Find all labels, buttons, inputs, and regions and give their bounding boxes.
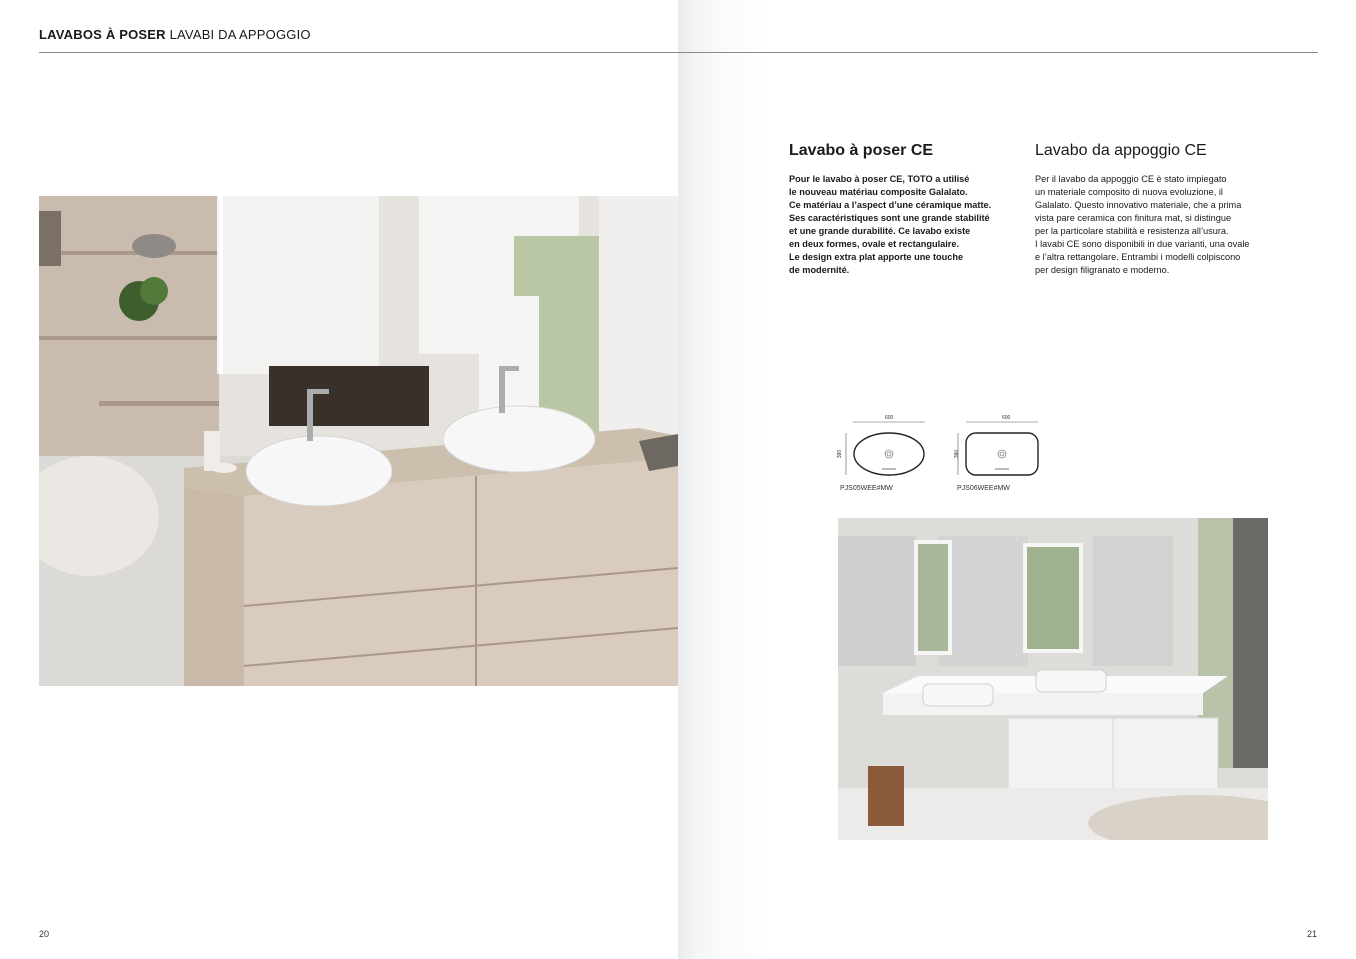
header-title-italian: LAVABI DA APPOGGIO bbox=[169, 27, 311, 42]
text-line: et une grande durabilité. Ce lavabo existe bbox=[789, 226, 971, 236]
text-line: de modernité. bbox=[789, 265, 850, 275]
product-code: PJS05WEE#MW bbox=[840, 485, 893, 492]
technical-drawing-oval bbox=[835, 413, 935, 498]
product-text-french bbox=[789, 173, 1029, 277]
description-french bbox=[789, 142, 1029, 277]
text-line: I lavabi CE sono disponibili in due varianti, una ovale bbox=[1035, 239, 1250, 249]
text-line: per design filigranato e moderno. bbox=[1035, 265, 1170, 275]
product-title-italian: Lavabo da appoggio CE bbox=[1035, 142, 1207, 159]
text-line: Ce matériau a l’aspect d’une céramique matte. bbox=[789, 200, 992, 210]
width-dimension: 600 bbox=[1002, 415, 1011, 421]
depth-dimension: 380 bbox=[954, 449, 961, 459]
product-title-french: Lavabo à poser CE bbox=[789, 142, 934, 159]
text-line: Per il lavabo da appoggio CE è stato impiegato bbox=[1035, 174, 1227, 184]
text-line: Le design extra plat apporte une touche bbox=[789, 252, 964, 262]
text-line: e l’altra rettangolare. Entrambi i modelli colpiscono bbox=[1035, 252, 1241, 262]
text-line: Galalato. Questo innovativo materiale, che a prima bbox=[1035, 200, 1242, 210]
text-line: en deux formes, ovale et rectangulaire. bbox=[789, 239, 960, 249]
depth-dimension: 380 bbox=[837, 449, 844, 459]
bathroom-photo-rectangular-basins bbox=[838, 518, 1268, 840]
product-text-italian bbox=[1035, 173, 1285, 277]
description-italian bbox=[1035, 142, 1285, 277]
text-line: vista pare ceramica con finitura mat, si distingue bbox=[1035, 213, 1232, 223]
text-line: Ses caractéristiques sont une grande stabilité bbox=[789, 213, 990, 223]
header-divider bbox=[39, 52, 1318, 53]
bathroom-photo-oval-basins bbox=[39, 196, 678, 686]
text-line: le nouveau matériau composite Galalato. bbox=[789, 187, 968, 197]
technical-drawing-rectangular bbox=[952, 413, 1052, 498]
width-dimension: 600 bbox=[885, 415, 894, 421]
text-line: Pour le lavabo à poser CE, TOTO a utilisé bbox=[789, 174, 970, 184]
page-number-left: 20 bbox=[39, 929, 50, 939]
page-number-right: 21 bbox=[1307, 929, 1318, 939]
header-title-french: LAVABOS À POSER bbox=[39, 27, 166, 42]
section-header bbox=[39, 27, 311, 42]
product-code: PJS06WEE#MW bbox=[957, 485, 1010, 492]
text-line: per la particolare stabilità e resistenza all’usura. bbox=[1035, 226, 1229, 236]
text-line: un materiale composito di nuova evoluzione, il bbox=[1035, 187, 1223, 197]
